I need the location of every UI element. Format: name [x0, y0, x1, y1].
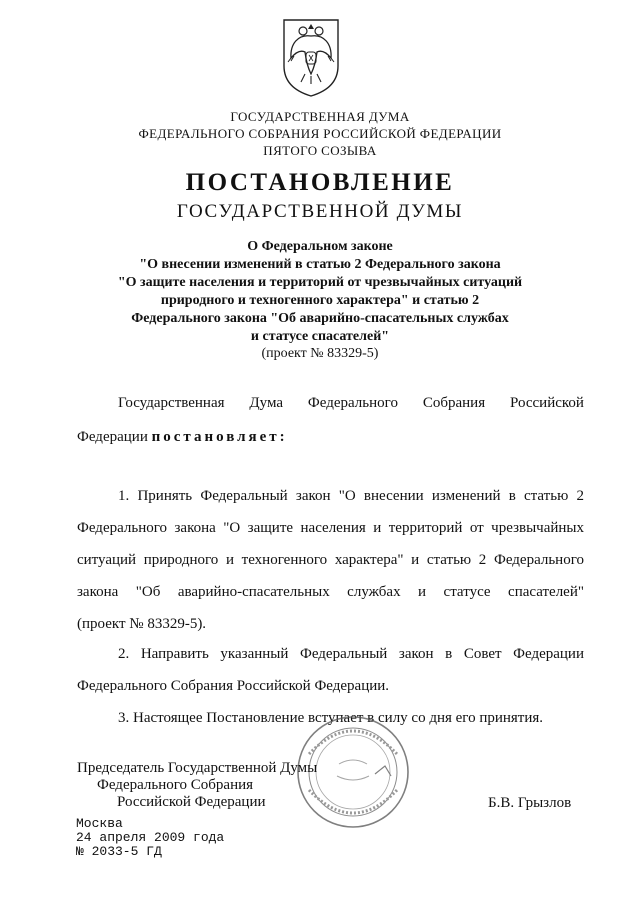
preamble-line-2: [77, 427, 288, 447]
signature-title-line-2: Федерального Собрания: [97, 777, 254, 793]
document-subtitle: ГОСУДАРСТВЕННОЙ ДУМЫ: [176, 201, 464, 222]
header-line-2: ФЕДЕРАЛЬНОГО СОБРАНИЯ РОССИЙСКОЙ ФЕДЕРАЦИИ: [138, 126, 502, 141]
footer-number: № 2033-5 ГД: [76, 844, 162, 859]
item-2-line-2: Федерального Собрания Российской Федерации.: [77, 678, 390, 694]
item-1-line-4: закона "Об аварийно-спасательных службах и статусе спасателей": [77, 584, 584, 600]
preamble-line-1: [118, 393, 584, 413]
preamble-word: Государственная: [118, 395, 225, 411]
footer-date: 24 апреля 2009 года: [76, 830, 225, 845]
item-3: 3. Настоящее Постановление вступает в силу со дня его принятия.: [118, 710, 544, 726]
signer-name: Б.В. Грызлов: [488, 795, 572, 811]
item-2-line-1: 2. Направить указанный Федеральный закон в Совет Федерации: [118, 646, 584, 662]
subject-line-1: О Федеральном законе: [247, 239, 393, 254]
item-1-line-5: (проект № 83329-5).: [77, 616, 207, 632]
project-number: (проект № 83329-5): [261, 346, 379, 361]
signature-title-line-1: Председатель Государственной Думы: [77, 760, 318, 776]
preamble-word: Дума: [249, 395, 284, 411]
header-line-1: ГОСУДАРСТВЕННАЯ ДУМА: [230, 109, 410, 124]
footer-city: Москва: [76, 816, 123, 831]
preamble-word: Собрания: [422, 395, 486, 411]
subject-line-5: Федерального закона "Об аварийно-спасательных службах: [131, 311, 509, 326]
item-1-line-3: ситуаций природного и техногенного характера" и статью 2 Федерального: [77, 552, 584, 568]
coat-of-arms-emblem: [276, 14, 346, 98]
item-1-line-2: Федерального закона "О защите населения и территорий от чрезвычайных: [77, 520, 584, 536]
signature-title-line-3: Российской Федерации: [117, 794, 266, 810]
item-1-line-1: 1. Принять Федеральный закон "О внесении изменений в статью 2: [118, 488, 584, 504]
subject-line-6: и статусе спасателей": [250, 329, 390, 344]
document-title: ПОСТАНОВЛЕНИЕ: [185, 169, 455, 196]
preamble-word: Российской: [510, 395, 584, 411]
subject-line-3: "О защите населения и территорий от чрезвычайных ситуаций: [117, 275, 523, 290]
preamble-action: постановляет:: [151, 429, 288, 445]
header-line-3: ПЯТОГО СОЗЫВА: [263, 143, 377, 158]
subject-line-2: "О внесении изменений в статью 2 Федерального закона: [139, 257, 501, 272]
subject-line-4: природного и техногенного характера" и статью 2: [160, 293, 480, 308]
preamble-word: Федерального: [307, 395, 398, 411]
preamble-federation: Федерации: [77, 429, 148, 445]
